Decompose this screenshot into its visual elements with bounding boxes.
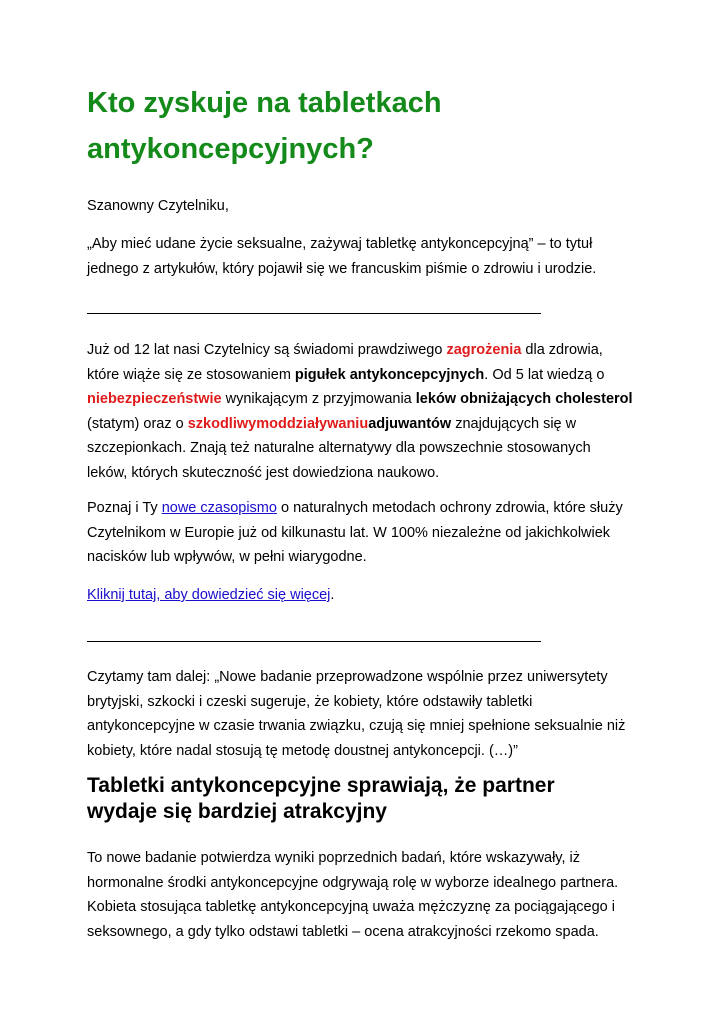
highlight-danger: szkodliwymoddziaływaniu — [187, 415, 369, 432]
learn-more-link[interactable]: Kliknij tutaj, aby dowiedzieć się więcej — [87, 587, 331, 603]
promo-text: Już od 12 lat nasi Czytelnicy są świadomi prawdziwego — [87, 342, 447, 358]
highlight-danger: zagrożenia — [446, 342, 522, 358]
promo-text: znajdujących się w szczepionkach. Znają też naturalne alternatywy dla powszechnie stosowanych leków, których skuteczność jest dowiedziona naukowo. — [87, 415, 591, 481]
page-title: Kto zyskuje na tabletkach antykoncepcyjnych? — [87, 87, 442, 165]
promo-text: (statym) oraz o — [87, 415, 188, 432]
promo-text: dla zdrowia, które wiąże się ze stosowaniem — [87, 342, 603, 383]
promo-text: wynikającym z przyjmowania — [221, 391, 416, 407]
promo-paragraph — [87, 338, 635, 485]
highlight-danger: niebezpieczeństwie — [87, 391, 222, 407]
body-paragraph: To nowe badanie potwierdza wyniki poprzednich badań, które wskazywały, iż hormonalne środki antykoncepcyjne odgrywają rolę w wyborze idealnego partnera. Kobieta stosująca tabletkę antykoncepcyjną uważa mężczyznę za pociągającego i seksownego, a gdy tylko odstawi tabletki – ocena atrakcyjności rzekomo spada. — [87, 850, 619, 940]
separator-line — [87, 313, 541, 314]
promo-text: . Od 5 lat wiedzą o — [484, 366, 605, 383]
magazine-link[interactable]: nowe czasopismo — [161, 500, 277, 516]
intro-paragraph: „Aby mieć udane życie seksualne, zażywaj tabletkę antykoncepcyjną” – to tytuł jednego z artykułów, który pojawił się we francuskim piśmie o zdrowiu i urodzie. — [87, 236, 597, 277]
bold-term: pigułek antykoncepcyjnych — [294, 366, 485, 383]
bold-term: leków obniżających cholesterol — [415, 391, 633, 407]
magazine-text: Poznaj i Ty — [87, 500, 162, 516]
greeting: Szanowny Czytelniku, — [87, 198, 229, 214]
cta-paragraph — [87, 583, 635, 608]
magazine-paragraph — [87, 496, 635, 570]
separator-line — [87, 641, 541, 642]
quote-paragraph: Czytamy tam dalej: „Nowe badanie przeprowadzone wspólnie przez uniwersytety brytyjski, szkocki i czeski sugeruje, że kobiety, które odstawiły tabletki antykoncepcyjne w czasie trwania związku, czują się mniej spełnione seksualnie niż kobiety, które nadal stosują tę metodę doustnej antykoncepcji. (…)” — [87, 669, 626, 759]
magazine-text: o naturalnych metodach ochrony zdrowia, które służy Czytelnikom w Europie już od kilkunastu lat. W 100% niezależne od jakichkolwiek nacisków lub wpływów, w pełni wiarygodne. — [87, 500, 623, 565]
bold-term: adjuwantów — [368, 415, 452, 432]
section-heading: Tabletki antykoncepcyjne sprawiają, że partner wydaje się bardziej atrakcyjny — [87, 774, 555, 823]
cta-text: . — [330, 587, 335, 603]
